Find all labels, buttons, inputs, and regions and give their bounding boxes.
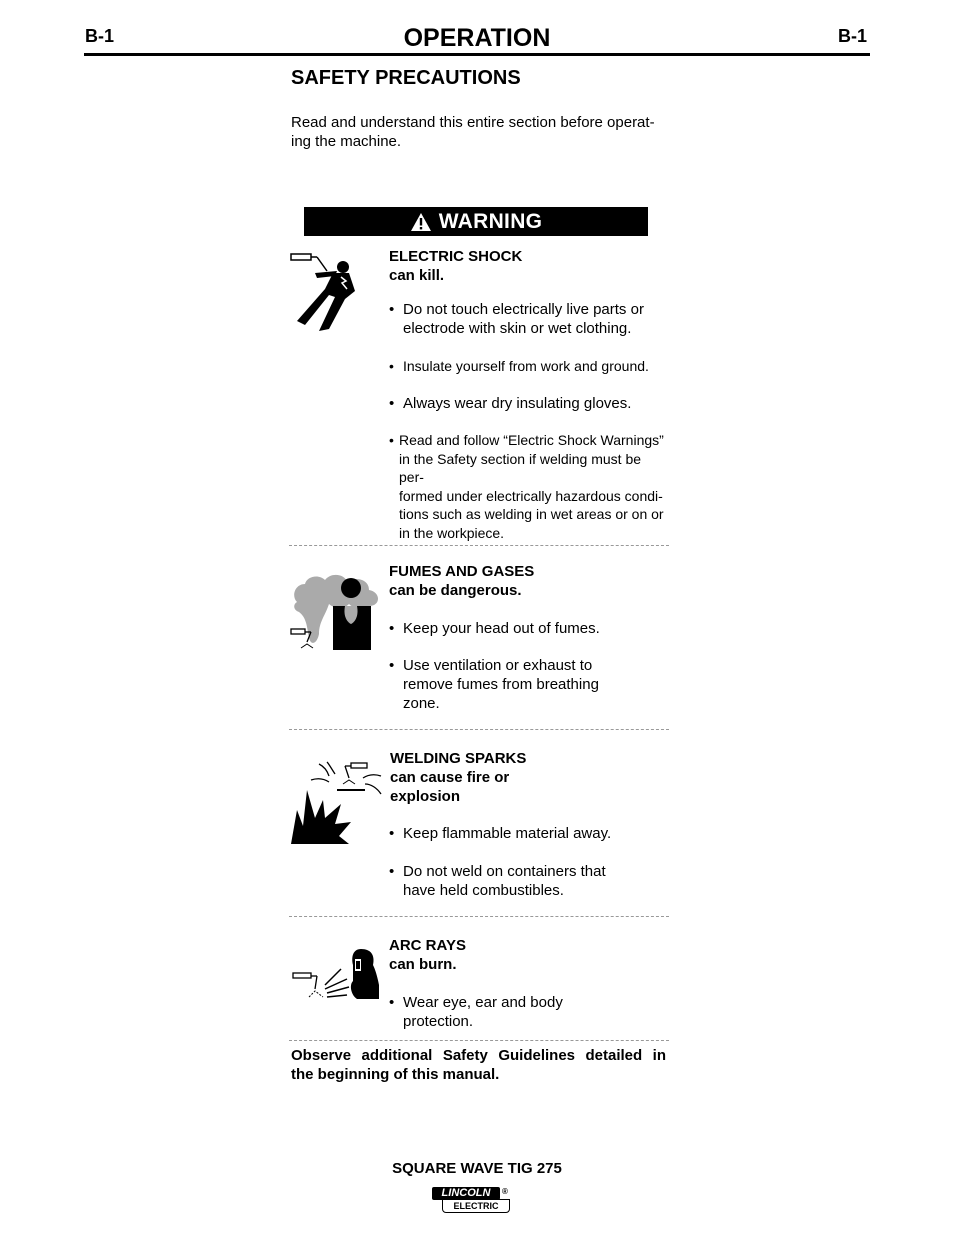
bullet-text: Keep your head out of fumes.: [403, 620, 600, 637]
warning-label: WARNING: [438, 209, 543, 233]
product-name: SQUARE WAVE TIG 275: [392, 1160, 562, 1177]
intro-line: Read and understand this entire section before operat-: [291, 114, 655, 131]
note-line: Observe additional Safety Guidelines detailed in: [291, 1047, 666, 1064]
bullet-text: zone.: [403, 695, 440, 712]
bullet-text: Do not weld on containers that: [403, 863, 606, 880]
bullet-text: Insulate yourself from work and ground.: [403, 358, 649, 374]
bullet-text: Wear eye, ear and body: [403, 994, 563, 1011]
list-item: [389, 431, 669, 542]
electric-shock-icon: [289, 251, 369, 333]
lincoln-electric-logo: [432, 1187, 514, 1215]
title-line: can cause fire or: [390, 769, 510, 786]
registered-mark: ®: [502, 1187, 508, 1196]
bullet-text: tions such as welding in wet areas or on or: [399, 506, 664, 522]
electric-shock-title: [389, 247, 522, 285]
title-line: WELDING SPARKS: [390, 750, 527, 767]
list-item: [389, 656, 669, 713]
bullet-text: protection.: [403, 1013, 474, 1030]
title-line: can be dangerous.: [389, 582, 522, 599]
page-number-right: B-1: [838, 26, 868, 46]
list-item: [389, 862, 669, 900]
divider: [289, 1040, 669, 1041]
bullet: •: [389, 432, 394, 448]
section-title: SAFETY PRECAUTIONS: [291, 67, 521, 89]
title-line: can burn.: [389, 956, 457, 973]
arc-rays-icon: [291, 945, 381, 1001]
bullet-text: Always wear dry insulating gloves.: [403, 395, 632, 412]
fumes-title: [389, 562, 534, 600]
bullet-text: remove fumes from breathing: [403, 676, 599, 693]
list-item: [389, 619, 669, 638]
title-line: ARC RAYS: [389, 937, 466, 954]
warning-banner: [304, 207, 648, 236]
bullet-text: Do not touch electrically live parts or: [403, 301, 644, 318]
warning-triangle-icon: [410, 212, 432, 232]
bullet-text: in the workpiece.: [399, 524, 505, 541]
bullet: •: [389, 301, 395, 318]
arc-rays-title: [389, 936, 466, 974]
bullet: •: [389, 657, 395, 674]
divider: [289, 545, 669, 546]
title-line: can kill.: [389, 267, 445, 284]
bullet-text: have held combustibles.: [403, 882, 564, 899]
bullet: •: [389, 620, 395, 637]
bullet: •: [389, 994, 395, 1011]
bullet-text: Use ventilation or exhaust to: [403, 657, 593, 674]
list-item: [389, 394, 669, 413]
welding-sparks-title: [390, 749, 526, 806]
bullet: •: [389, 395, 395, 412]
intro-paragraph: [291, 113, 669, 151]
divider: [289, 729, 669, 730]
logo-top-text: LINCOLN: [432, 1187, 500, 1200]
page-title: OPERATION: [403, 24, 551, 52]
list-item: [389, 357, 669, 376]
fumes-icon: [289, 572, 384, 652]
logo-bottom-text: ELECTRIC: [442, 1199, 510, 1213]
bullet: •: [389, 358, 394, 374]
list-item: [389, 993, 669, 1031]
title-line: explosion: [390, 788, 461, 805]
bullet-text: in the Safety section if welding must be per-: [399, 450, 642, 485]
intro-line: ing the machine.: [291, 133, 402, 150]
bullet: •: [389, 863, 395, 880]
list-item: [389, 300, 669, 338]
bullet: •: [389, 825, 395, 842]
bullet-text: formed under electrically hazardous condi-: [399, 487, 663, 504]
bullet-text: Keep flammable material away.: [403, 825, 612, 842]
title-line: FUMES AND GASES: [389, 563, 535, 580]
header-rule: [84, 53, 870, 56]
divider: [289, 916, 669, 917]
welding-sparks-icon: [289, 760, 385, 845]
safety-guidelines-note: [291, 1046, 666, 1084]
list-item: [389, 824, 669, 843]
note-line: the beginning of this manual.: [291, 1066, 500, 1083]
title-line: ELECTRIC SHOCK: [389, 248, 523, 265]
bullet-text: Read and follow “Electric Shock Warnings”: [399, 432, 664, 448]
bullet-text: electrode with skin or wet clothing.: [403, 320, 632, 337]
page-number-left: B-1: [85, 26, 115, 46]
